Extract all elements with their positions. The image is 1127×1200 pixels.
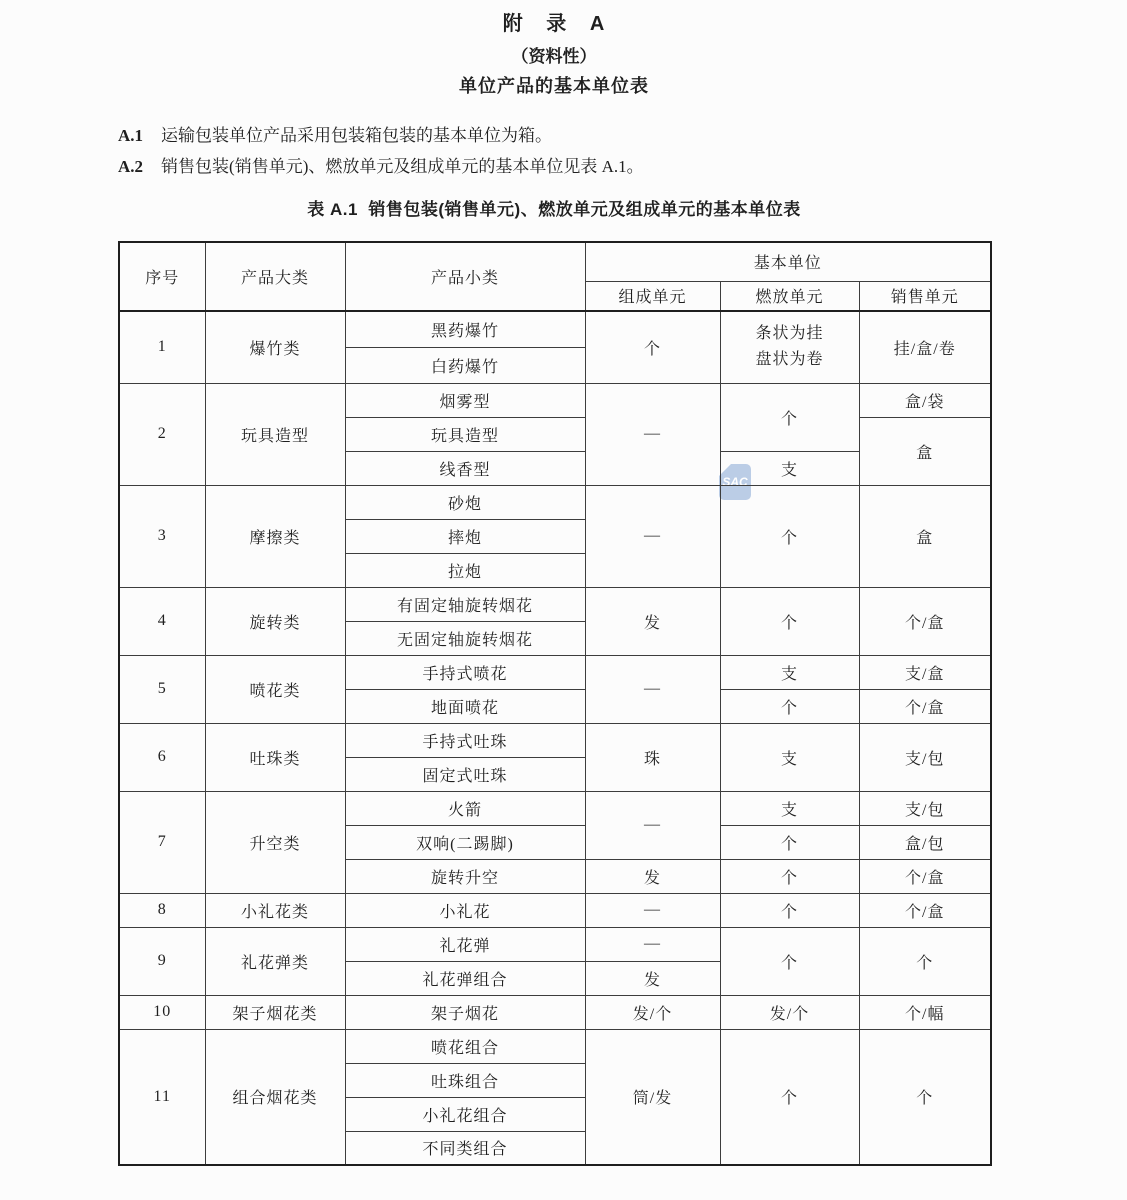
cell-category: 喷花类 <box>205 655 345 723</box>
table-row <box>119 791 991 825</box>
appendix-title: 附 录 A <box>502 13 606 35</box>
cell-category: 升空类 <box>205 791 345 893</box>
table-row <box>119 383 991 417</box>
cell-subcategory: 火箭 <box>345 791 585 825</box>
cell-category: 小礼花类 <box>205 893 345 927</box>
cell-category: 摩擦类 <box>205 485 345 587</box>
clause-a1 <box>118 126 990 146</box>
cell-subcategory: 有固定轴旋转烟花 <box>345 587 585 621</box>
cell-category: 旋转类 <box>205 587 345 655</box>
appendix-type-label: （资料性） <box>511 47 597 66</box>
cell-subcategory: 无固定轴旋转烟花 <box>345 621 585 655</box>
cell-sale-unit: 个/幅 <box>859 995 991 1029</box>
cell-seq: 5 <box>119 655 205 723</box>
cell-subcategory: 烟雾型 <box>345 383 585 417</box>
table-row <box>119 311 991 347</box>
cell-subcategory: 地面喷花 <box>345 689 585 723</box>
cell-sale-unit: 盒/袋 <box>859 383 991 417</box>
cell-subcategory: 小礼花组合 <box>345 1097 585 1131</box>
cell-subcategory: 喷花组合 <box>345 1029 585 1063</box>
cell-component-unit: 发 <box>585 587 720 655</box>
cell-sale-unit: 支/包 <box>859 791 991 825</box>
cell-category: 组合烟花类 <box>205 1029 345 1165</box>
cell-sale-unit: 个 <box>859 1029 991 1165</box>
cell-seq: 8 <box>119 893 205 927</box>
discharge-line-2: 盘状为卷 <box>755 351 824 369</box>
table-header-row-1 <box>119 242 991 281</box>
cell-subcategory: 双响(二踢脚) <box>345 825 585 859</box>
cell-subcategory: 手持式喷花 <box>345 655 585 689</box>
cell-subcategory: 摔炮 <box>345 519 585 553</box>
cell-seq: 6 <box>119 723 205 791</box>
cell-category: 礼花弹类 <box>205 927 345 995</box>
cell-component-unit: 发 <box>585 961 720 995</box>
clause-a1-number: A.1 <box>118 126 144 145</box>
header-sale-unit: 销售单元 <box>859 281 991 311</box>
cell-discharge-unit: 支 <box>720 451 859 485</box>
table-row <box>119 927 991 961</box>
cell-seq: 11 <box>119 1029 205 1165</box>
cell-sale-unit: 个/盒 <box>859 689 991 723</box>
cell-component-unit: 筒/发 <box>585 1029 720 1165</box>
cell-category: 架子烟花类 <box>205 995 345 1029</box>
cell-seq: 10 <box>119 995 205 1029</box>
cell-discharge-unit: 个 <box>720 859 859 893</box>
cell-sale-unit: 个 <box>859 927 991 995</box>
header-category: 产品大类 <box>205 242 345 311</box>
cell-seq: 9 <box>119 927 205 995</box>
clause-a2-text: 销售包装(销售单元)、燃放单元及组成单元的基本单位见表 A.1。 <box>161 157 644 176</box>
cell-component-unit: — <box>585 485 720 587</box>
cell-subcategory: 旋转升空 <box>345 859 585 893</box>
cell-discharge-unit: 个 <box>720 383 859 451</box>
cell-subcategory: 拉炮 <box>345 553 585 587</box>
clause-a1-text: 运输包装单位产品采用包装箱包装的基本单位为箱。 <box>161 126 553 145</box>
sac-watermark-logo: SAC <box>719 464 751 500</box>
cell-component-unit: — <box>585 655 720 723</box>
table-row <box>119 1029 991 1063</box>
cell-seq: 7 <box>119 791 205 893</box>
header-basic-unit: 基本单位 <box>585 242 991 281</box>
cell-discharge-unit: 个 <box>720 485 859 587</box>
cell-category: 玩具造型 <box>205 383 345 485</box>
cell-discharge-unit: 个 <box>720 1029 859 1165</box>
discharge-line-1: 条状为挂 <box>755 325 824 343</box>
cell-seq: 3 <box>119 485 205 587</box>
cell-sale-unit: 支/盒 <box>859 655 991 689</box>
table-row <box>119 723 991 757</box>
cell-component-unit: 发 <box>585 859 720 893</box>
appendix-subtitle: 单位产品的基本单位表 <box>459 76 649 96</box>
cell-sale-unit: 个/盒 <box>859 587 991 655</box>
cell-seq: 4 <box>119 587 205 655</box>
cell-subcategory: 小礼花 <box>345 893 585 927</box>
cell-subcategory: 礼花弹组合 <box>345 961 585 995</box>
cell-subcategory: 黑药爆竹 <box>345 311 585 347</box>
cell-discharge-unit: 发/个 <box>720 995 859 1029</box>
cell-subcategory: 固定式吐珠 <box>345 757 585 791</box>
cell-subcategory: 白药爆竹 <box>345 347 585 383</box>
cell-component-unit: 个 <box>585 311 720 383</box>
table-row <box>119 893 991 927</box>
cell-subcategory: 礼花弹 <box>345 927 585 961</box>
cell-component-unit: — <box>585 927 720 961</box>
cell-sale-unit: 盒 <box>859 485 991 587</box>
cell-component-unit: 珠 <box>585 723 720 791</box>
table-row <box>119 995 991 1029</box>
cell-subcategory: 砂炮 <box>345 485 585 519</box>
cell-seq: 1 <box>119 311 205 383</box>
cell-component-unit: — <box>585 791 720 859</box>
header-subcategory: 产品小类 <box>345 242 585 311</box>
header-seq: 序号 <box>119 242 205 311</box>
cell-subcategory: 线香型 <box>345 451 585 485</box>
header-discharge-unit: 燃放单元 <box>720 281 859 311</box>
cell-subcategory: 手持式吐珠 <box>345 723 585 757</box>
cell-subcategory: 吐珠组合 <box>345 1063 585 1097</box>
cell-subcategory: 架子烟花 <box>345 995 585 1029</box>
cell-subcategory: 不同类组合 <box>345 1131 585 1165</box>
page-content <box>118 13 990 1166</box>
cell-component-unit: — <box>585 893 720 927</box>
cell-category: 爆竹类 <box>205 311 345 383</box>
cell-sale-unit: 盒 <box>859 417 991 485</box>
cell-component-unit: — <box>585 383 720 485</box>
cell-component-unit: 发/个 <box>585 995 720 1029</box>
cell-discharge-unit: 支 <box>720 655 859 689</box>
cell-discharge-unit: 个 <box>720 689 859 723</box>
cell-discharge-unit: 个 <box>720 927 859 995</box>
cell-sale-unit: 支/包 <box>859 723 991 791</box>
table-row <box>119 655 991 689</box>
cell-discharge-unit: 个 <box>720 893 859 927</box>
cell-discharge-unit <box>720 311 859 383</box>
clause-a2 <box>118 157 990 177</box>
cell-subcategory: 玩具造型 <box>345 417 585 451</box>
cell-sale-unit: 挂/盒/卷 <box>859 311 991 383</box>
basic-unit-table <box>118 241 992 1166</box>
cell-discharge-unit: 支 <box>720 791 859 825</box>
cell-discharge-unit: 支 <box>720 723 859 791</box>
cell-seq: 2 <box>119 383 205 485</box>
table-row <box>119 485 991 519</box>
clause-a2-number: A.2 <box>118 157 144 176</box>
cell-sale-unit: 个/盒 <box>859 893 991 927</box>
header-component-unit: 组成单元 <box>585 281 720 311</box>
cell-discharge-unit: 个 <box>720 587 859 655</box>
cell-sale-unit: 盒/包 <box>859 825 991 859</box>
cell-sale-unit: 个/盒 <box>859 859 991 893</box>
cell-discharge-unit: 个 <box>720 825 859 859</box>
cell-category: 吐珠类 <box>205 723 345 791</box>
table-caption: 表 A.1 销售包装(销售单元)、燃放单元及组成单元的基本单位表 <box>307 200 801 219</box>
table-row <box>119 587 991 621</box>
